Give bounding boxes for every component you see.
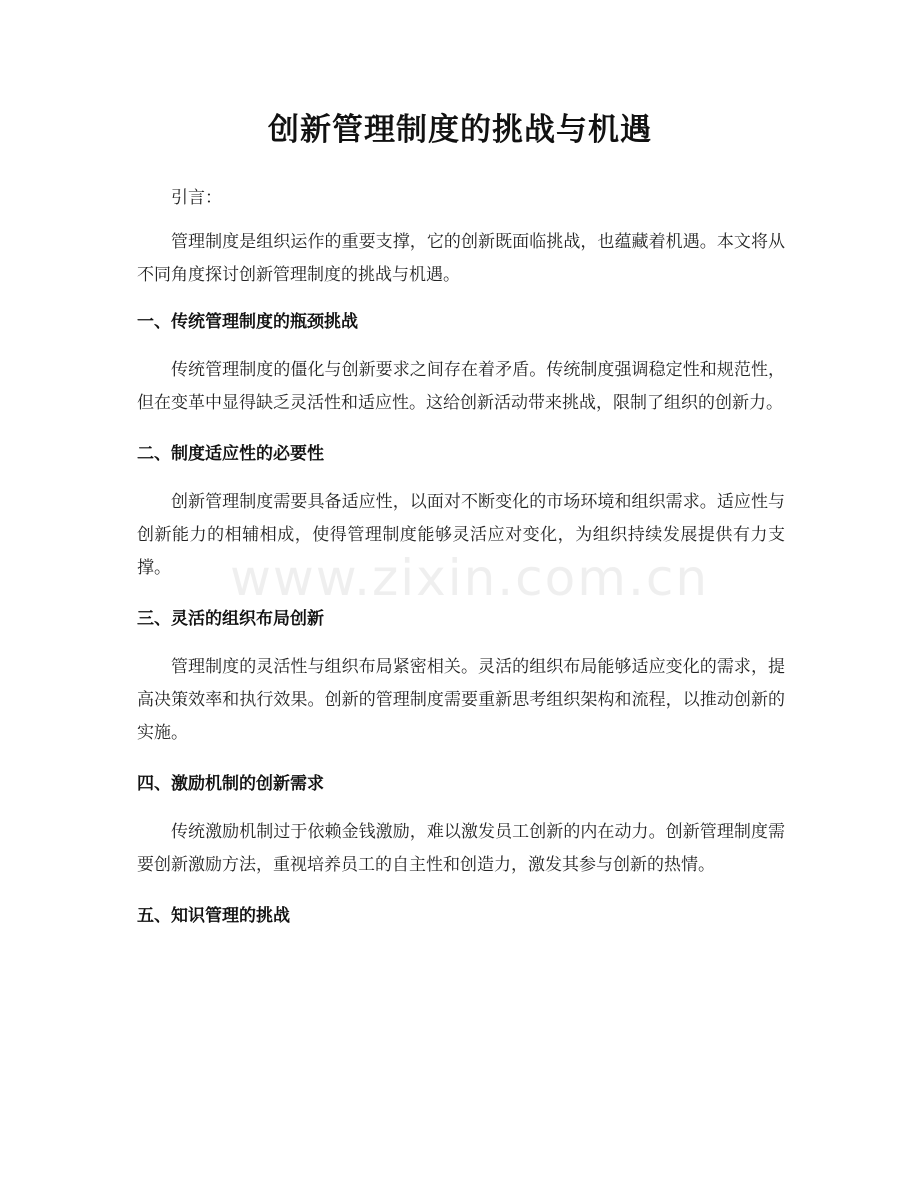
section-heading-1: 一、传统管理制度的瓶颈挑战 — [137, 312, 358, 332]
document-body — [137, 182, 785, 931]
intro-label: 引言： — [171, 188, 222, 208]
section-body-4: 传统激励机制过于依赖金钱激励，难以激发员工创新的内在动力。创新管理制度需要创新激励方法，重视培养员工的自主性和创造力，激发其参与创新的热情。 — [137, 822, 785, 875]
intro-paragraph: 管理制度是组织运作的重要支撑，它的创新既面临挑战，也蕴藏着机遇。本文将从不同角度探讨创新管理制度的挑战与机遇。 — [137, 232, 785, 285]
section-heading-2: 二、制度适应性的必要性 — [137, 444, 324, 464]
section-body-2: 创新管理制度需要具备适应性，以面对不断变化的市场环境和组织需求。适应性与创新能力的相辅相成，使得管理制度能够灵活应对变化，为组织持续发展提供有力支撑。 — [137, 492, 785, 578]
section-heading-4: 四、激励机制的创新需求 — [137, 774, 324, 794]
section-body-1: 传统管理制度的僵化与创新要求之间存在着矛盾。传统制度强调稳定性和规范性，但在变革中显得缺乏灵活性和适应性。这给创新活动带来挑战，限制了组织的创新力。 — [137, 360, 785, 413]
section-heading-3: 三、灵活的组织布局创新 — [137, 609, 324, 629]
document-title: 创新管理制度的挑战与机遇 — [268, 112, 652, 148]
section-heading-5: 五、知识管理的挑战 — [137, 906, 290, 926]
watermark-text: www.zixin.com.cn — [230, 549, 710, 607]
section-body-3: 管理制度的灵活性与组织布局紧密相关。灵活的组织布局能够适应变化的需求，提高决策效率和执行效果。创新的管理制度需要重新思考组织架构和流程，以推动创新的实施。 — [137, 657, 785, 743]
